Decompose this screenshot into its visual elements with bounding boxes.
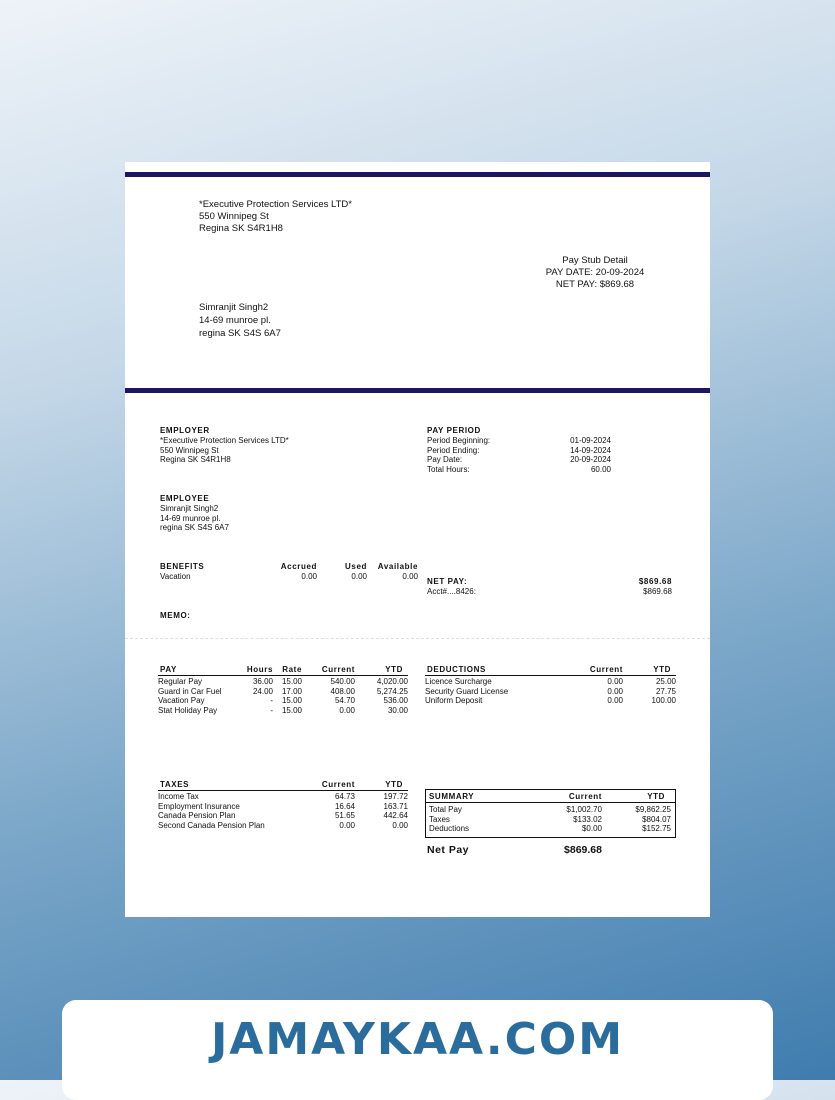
middle-divider-bar [125,388,710,393]
pay-row-rate: 17.00 [281,686,302,696]
pay-row-name: Regular Pay [158,677,203,686]
period-value: 60.00 [590,464,611,474]
pay-row-hours: 24.00 [252,686,273,696]
deduction-name: Uniform Deposit [425,696,483,705]
pay-row-hours: - [270,696,273,705]
deduction-ytd: 25.00 [655,677,676,686]
tax-ytd: 197.72 [383,792,408,801]
tax-name: Canada Pension Plan [158,811,236,820]
tax-name: Income Tax [158,792,199,801]
taxes-heading: TAXES [160,780,190,789]
summary-col-current: Current [568,792,602,801]
pay-row-hours: - [270,705,273,715]
period-value: 01-09-2024 [570,436,611,445]
summary-row-current: $133.02 [573,814,602,824]
deductions-rule [425,675,676,676]
employer-line: *Executive Protection Services LTD* [160,436,289,445]
company-name: *Executive Protection Services LTD* [199,199,352,210]
deduction-ytd: 27.75 [655,686,676,696]
summary-row-ytd: $9,862.25 [635,805,671,814]
deduction-name: Licence Surcharge [425,677,492,686]
period-value: 20-09-2024 [570,455,611,464]
benefit-name: Vacation [160,572,191,581]
pay-row-name: Stat Holiday Pay [158,705,218,715]
memo-label: MEMO: [160,611,191,620]
pay-rule [158,675,408,676]
pay-row-rate: 15.00 [281,677,302,686]
summary-row-current: $0.00 [581,824,602,833]
tax-ytd: 0.00 [392,820,408,830]
summary-row-name: Total Pay [429,805,462,814]
employee-heading: EMPLOYEE [160,494,210,503]
summary-rule [426,802,675,803]
deduction-current: 0.00 [607,677,623,686]
employee-line: regina SK S4S 6A7 [160,523,229,532]
deduction-name: Security Guard License [425,686,509,696]
pay-row-ytd: 536.00 [383,696,408,705]
pay-row-ytd: 5,274.25 [376,686,408,696]
net-pay-label: NET PAY: [427,577,468,586]
pay-col-current: Current [321,665,355,674]
pay-row-ytd: 4,020.00 [376,677,408,686]
tax-current: 16.64 [334,801,355,811]
stub-title: Pay Stub Detail [562,255,628,266]
tax-current: 51.65 [334,811,355,820]
employee-name: Simranjit Singh2 [199,302,269,313]
pay-row-name: Guard in Car Fuel [158,686,222,696]
pay-row-rate: 15.00 [281,696,302,705]
employer-heading: EMPLOYER [160,426,210,435]
summary-net-pay-value: $869.68 [564,844,602,856]
watermark-banner [62,1000,773,1100]
benefits-col-used: Used [345,562,367,571]
benefits-col-available: Available [377,562,418,571]
deductions-col-current: Current [589,665,623,674]
pay-row-hours: 36.00 [252,677,273,686]
pay-row-rate: 15.00 [281,705,302,715]
summary-row-name: Deductions [429,824,470,833]
pay-row-current: 540.00 [330,677,355,686]
benefits-heading: BENEFITS [160,562,205,571]
deductions-heading: DEDUCTIONS [427,665,486,674]
benefits-col-accrued: Accrued [280,562,317,571]
summary-row-name: Taxes [429,814,450,824]
tax-name: Employment Insurance [158,801,240,811]
tax-ytd: 163.71 [383,801,408,811]
tax-name: Second Canada Pension Plan [158,820,265,830]
period-label: Period Ending: [427,445,480,455]
pay-heading: PAY [160,665,177,674]
account-label: Acct#....8426: [427,587,476,596]
taxes-rule [158,790,408,791]
pay-col-rate: Rate [282,665,302,674]
company-street: 550 Winnipeg St [199,211,269,222]
summary-row-current: $1,002.70 [566,805,602,814]
pay-stub-document [125,162,710,917]
deduction-current: 0.00 [607,696,623,705]
benefit-accrued: 0.00 [301,572,317,581]
deductions-col-ytd: YTD [653,665,671,674]
employer-line: Regina SK S4R1H8 [160,455,231,464]
deduction-current: 0.00 [607,686,623,696]
pay-row-current: 408.00 [330,686,355,696]
tax-current: 0.00 [339,820,355,830]
deduction-ytd: 100.00 [651,696,676,705]
period-value: 14-09-2024 [570,445,611,455]
summary-row-ytd: $152.75 [642,824,671,833]
summary-net-pay-label: Net Pay [427,844,470,856]
company-city: Regina SK S4R1H8 [199,223,283,234]
employer-line: 550 Winnipeg St [160,445,219,455]
tax-current: 64.73 [334,792,355,801]
pay-row-name: Vacation Pay [158,696,205,705]
tax-ytd: 442.64 [383,811,408,820]
summary-row-ytd: $804.07 [642,814,671,824]
pay-row-current: 54.70 [334,696,355,705]
pay-period-heading: PAY PERIOD [427,426,481,435]
summary-heading: SUMMARY [429,792,475,801]
benefit-used: 0.00 [351,572,367,581]
employee-city: regina SK S4S 6A7 [199,328,281,339]
pay-row-current: 0.00 [339,705,355,715]
period-label: Total Hours: [427,464,470,474]
pay-col-ytd: YTD [385,665,403,674]
period-label: Pay Date: [427,455,463,464]
employee-line: Simranjit Singh2 [160,504,219,513]
summary-col-ytd: YTD [647,792,665,801]
pay-row-ytd: 30.00 [387,705,408,715]
top-divider-bar [125,172,710,177]
period-label: Period Beginning: [427,436,491,445]
pay-date-line: PAY DATE: 20-09-2024 [545,267,645,278]
benefit-available: 0.00 [402,572,418,581]
tear-line [125,638,710,639]
watermark-text: JAMAYKAA.COM [210,1014,625,1065]
net-pay-amount: $869.68 [638,577,672,586]
net-pay-line: NET PAY: $869.68 [555,279,635,290]
account-amount: $869.68 [643,587,672,596]
taxes-col-current: Current [321,780,355,789]
employee-street: 14-69 munroe pl. [199,315,271,326]
employee-line: 14-69 munroe pl. [160,513,221,523]
taxes-col-ytd: YTD [385,780,403,789]
pay-col-hours: Hours [246,665,273,674]
